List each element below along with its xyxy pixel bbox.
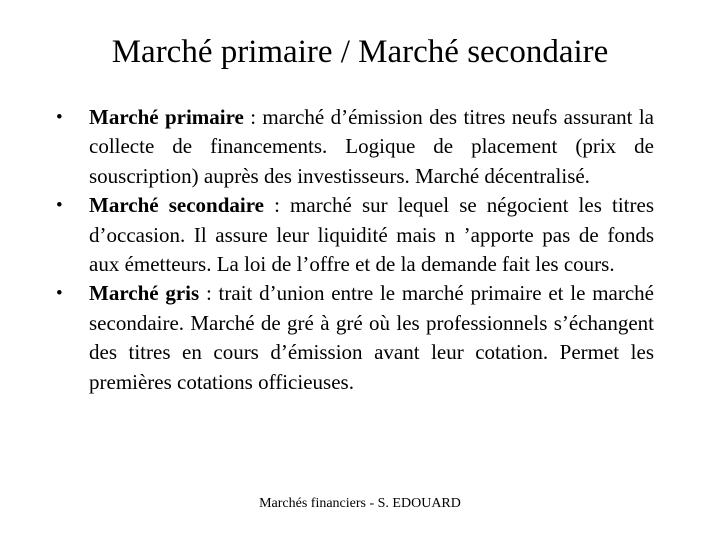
bullet-icon: •: [56, 195, 63, 217]
bullet-text: : marché d’émission des titres neufs assurant la collecte de financements. Logique de placement (prix de souscription) auprès des investisseurs. Marché décentralisé.: [89, 105, 654, 188]
bullet-list: [56, 103, 654, 397]
bullet-text: : trait d’union entre le marché primaire et le marché secondaire. Marché de gré à gré où les professionnels s’échangent des titres en cours d’émission avant leur cotation. Permet les premières cotations officieuses.: [89, 281, 654, 394]
slide-footer: Marchés financiers - S. EDOUARD: [259, 496, 461, 511]
bullet-icon: •: [56, 107, 63, 128]
bullet-text: : marché sur lequel se négocient les titres d’occasion. Il assure leur liquidité mais n ’apporte pas de fonds aux émetteurs. La loi de l’offre et de la demande fait les cours.: [89, 193, 654, 277]
bullet-icon: •: [56, 283, 63, 305]
bullet-item-marche-secondaire: [56, 191, 654, 279]
bullet-item-marche-primaire: [56, 103, 654, 191]
slide-title: Marché primaire / Marché secondaire: [111, 34, 609, 70]
bullet-term: Marché gris: [89, 281, 200, 306]
bullet-term: Marché primaire: [89, 105, 244, 129]
bullet-item-marche-gris: [56, 279, 654, 397]
bullet-term: Marché secondaire: [89, 193, 264, 218]
